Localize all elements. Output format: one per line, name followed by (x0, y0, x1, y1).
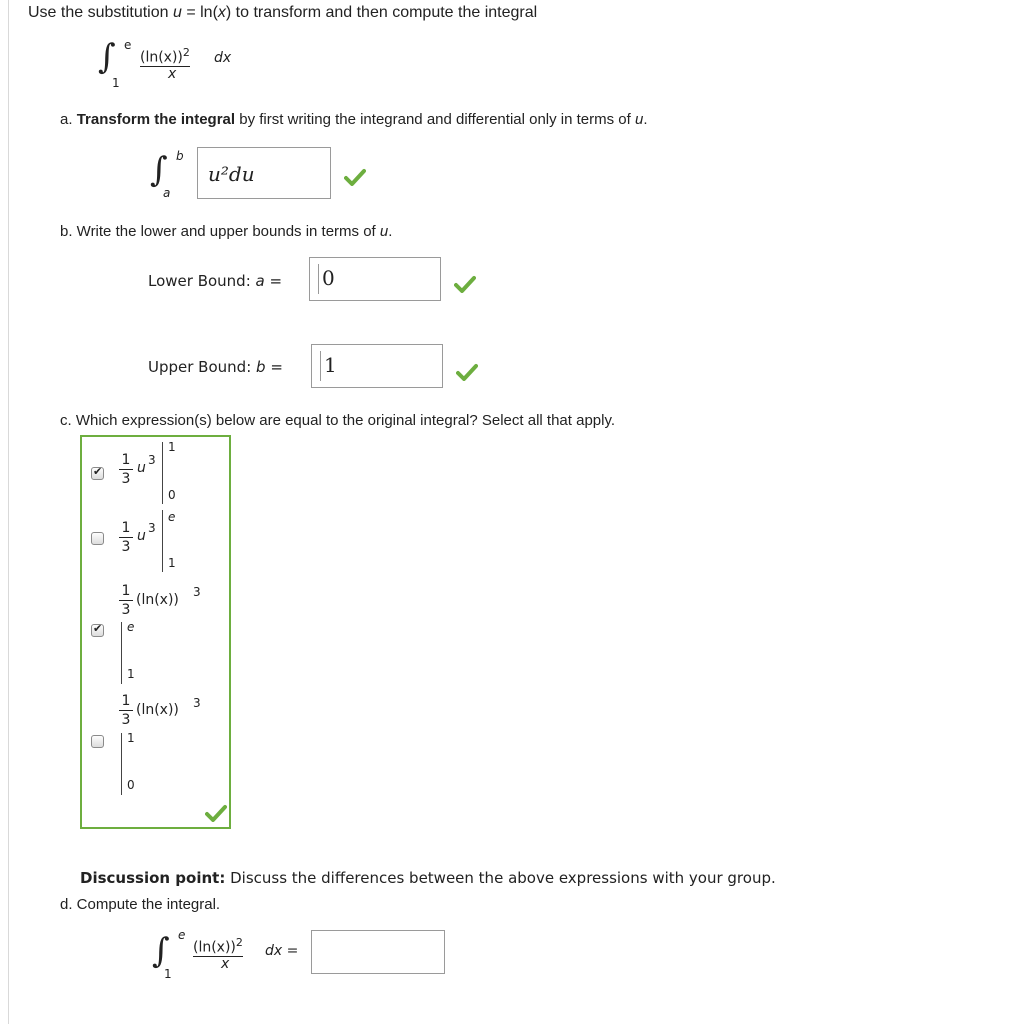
option-2-checkbox[interactable] (91, 532, 104, 545)
integral-sign: ∫ (152, 931, 170, 971)
option-1-coef: 1 3 (119, 452, 133, 487)
option-4-lower: 0 (127, 778, 135, 792)
option-1-lower: 0 (168, 488, 176, 502)
option-2-upper: e (168, 510, 176, 524)
option-1-expr: u (137, 460, 146, 476)
part-a-integral-sign: ∫ (150, 150, 168, 190)
part-a-lower: a (163, 186, 171, 200)
integral-sign: ∫ (98, 37, 116, 77)
option-1-upper: 1 (168, 440, 176, 454)
check-icon (456, 363, 478, 381)
lower-bound-field[interactable] (309, 257, 441, 301)
part-d-prompt: d. Compute the integral. (60, 896, 221, 913)
option-4-coef: 1 3 (119, 693, 133, 728)
part-d-numerator: $(\ln(x))^2$ (193, 936, 243, 956)
upper-bound-field[interactable] (311, 344, 443, 388)
option-3-checkbox[interactable] (91, 624, 104, 637)
lower-bound-label: Lower Bound: a = (148, 272, 283, 290)
integrand-numerator: $(\ln(x))^2$ (140, 46, 190, 66)
intro-text: Use the substitution u = ln(x) to transform and then compute the integral (28, 4, 538, 21)
upper-bound-value: 1 (324, 353, 337, 377)
integral-upper: e (124, 38, 132, 52)
option-4-expr: (ln(x)) (136, 702, 179, 718)
part-a-answer-value: u²du (208, 162, 255, 186)
upper-bound-label: Upper Bound: b = (148, 358, 283, 376)
lower-bound-value: 0 (322, 266, 335, 290)
part-a-upper: b (176, 149, 184, 163)
option-2-coef: 1 3 (119, 520, 133, 555)
left-border (8, 0, 9, 1024)
discussion-point: Discussion point: Discuss the differences between the above expressions with your group. (80, 869, 776, 887)
option-4-power: 3 (193, 696, 201, 710)
option-4-upper: 1 (127, 731, 135, 745)
option-3-coef: 1 3 (119, 583, 133, 618)
check-icon (454, 275, 476, 293)
option-3-lower: 1 (127, 667, 135, 681)
part-d-upper: e (178, 928, 186, 942)
part-d-lower: 1 (164, 967, 172, 981)
option-2-power: 3 (148, 521, 156, 535)
part-a-answer-field[interactable] (197, 147, 331, 199)
integral-differential: dx (214, 50, 232, 66)
option-1-power: 3 (148, 453, 156, 467)
part-a-prompt: a. Transform the integral by first writing the integrand and differential only in terms of u. (60, 111, 648, 128)
integral-lower: 1 (112, 76, 120, 90)
part-b-prompt: b. Write the lower and upper bounds in terms of u. (60, 223, 393, 240)
integrand-denominator: x (168, 66, 177, 82)
part-c-prompt: c. Which expression(s) below are equal to the original integral? Select all that apply. (60, 412, 616, 429)
option-1-checkbox[interactable] (91, 467, 104, 480)
part-d-answer-field[interactable] (311, 930, 445, 974)
option-3-expr: (ln(x)) (136, 592, 179, 608)
option-3-upper: e (127, 620, 135, 634)
part-d-denominator: x (221, 956, 230, 972)
option-2-expr: u (137, 528, 146, 544)
option-4-checkbox[interactable] (91, 735, 104, 748)
check-icon (205, 804, 227, 822)
part-d-differential: dx = (265, 943, 299, 959)
option-3-power: 3 (193, 585, 201, 599)
check-icon (344, 168, 366, 186)
option-2-lower: 1 (168, 556, 176, 570)
